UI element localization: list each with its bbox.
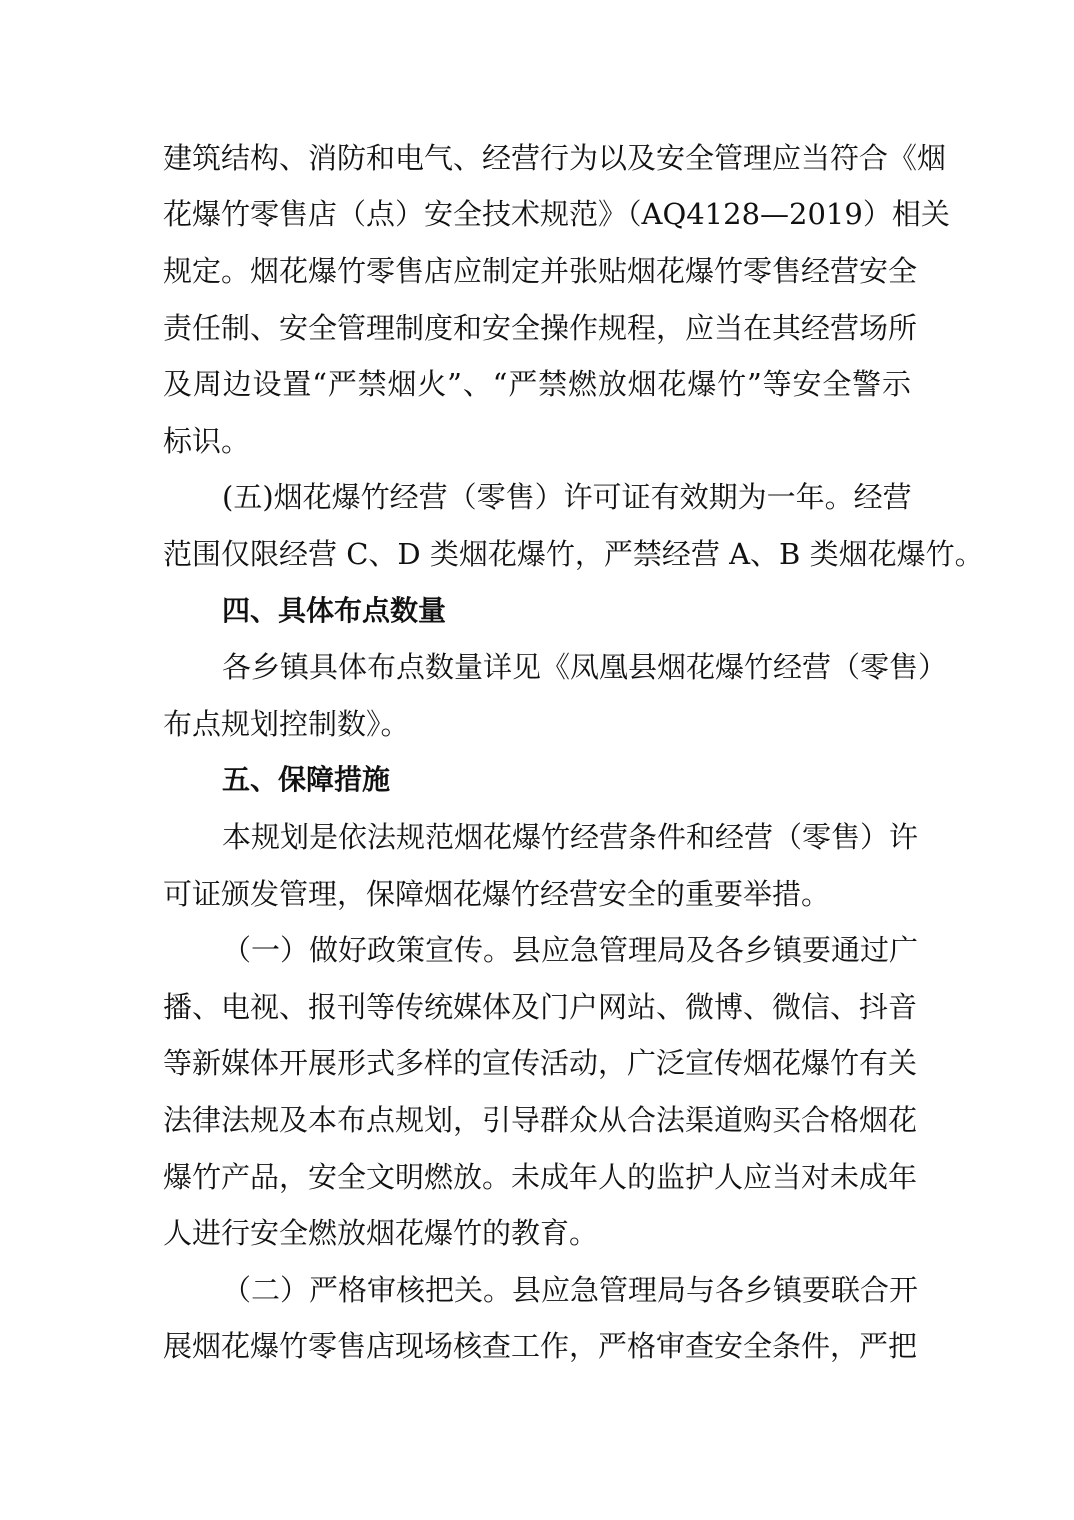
text-line: （二）严格审核把关。县应急管理局与各乡镇要联合开	[222, 1273, 919, 1307]
text-line: 本规划是依法规范烟花爆竹经营条件和经营（零售）许	[222, 820, 919, 854]
text-line: 布点规划控制数》。	[163, 707, 410, 741]
text-line: 建筑结构、消防和电气、经营行为以及安全管理应当符合《烟	[163, 141, 947, 175]
text-line: 规定。烟花爆竹零售店应制定并张贴烟花爆竹零售经营安全	[163, 254, 918, 288]
text-line: 法律法规及本布点规划，引导群众从合法渠道购买合格烟花	[163, 1103, 918, 1137]
text-line: 责任制、安全管理制度和安全操作规程，应当在其经营场所	[163, 311, 918, 345]
text-line: 人进行安全燃放烟花爆竹的教育。	[163, 1216, 599, 1250]
text-line: 可证颁发管理，保障烟花爆竹经营安全的重要举措。	[163, 877, 831, 911]
text-line: （一）做好政策宣传。县应急管理局及各乡镇要通过广	[222, 933, 919, 967]
text-line: 展烟花爆竹零售店现场核查工作，严格审查安全条件，严把	[163, 1329, 918, 1363]
text-line: 花爆竹零售店（点）安全技术规范》（AQ4128—2019）相关	[163, 197, 950, 231]
text-line: 范围仅限经营 C、D 类烟花爆竹，严禁经营 A、B 类烟花爆竹。	[163, 537, 984, 571]
text-line: 各乡镇具体布点数量详见《凤凰县烟花爆竹经营（零售）	[222, 650, 948, 684]
text-line: 爆竹产品，安全文明燃放。未成年人的监护人应当对未成年	[163, 1160, 918, 1194]
section-heading: 四、具体布点数量	[222, 594, 447, 627]
text-line: (五)烟花爆竹经营（零售）许可证有效期为一年。经营	[222, 480, 912, 514]
text-line: 等新媒体开展形式多样的宣传活动，广泛宣传烟花爆竹有关	[163, 1046, 918, 1080]
section-heading: 五、保障措施	[222, 763, 391, 796]
text-line: 标识。	[163, 424, 251, 458]
text-line: 播、电视、报刊等传统媒体及门户网站、微博、微信、抖音	[163, 990, 918, 1024]
text-line: 及周边设置“严禁烟火”、“严禁燃放烟花爆竹”等安全警示	[163, 367, 911, 401]
